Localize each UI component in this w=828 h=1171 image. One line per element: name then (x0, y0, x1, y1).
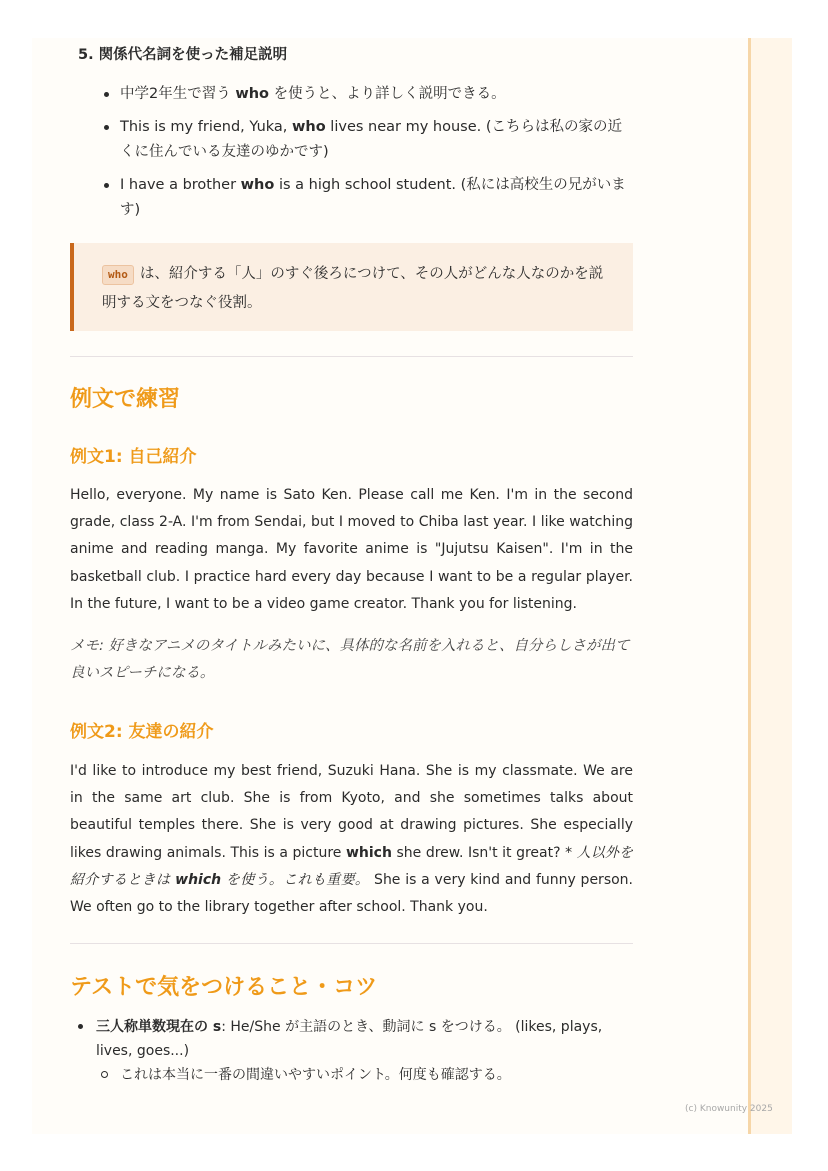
divider (70, 356, 633, 357)
bullet-item: 中学2年生で習う who を使うと、より詳しく説明できる。 (96, 82, 636, 107)
example1-body: Hello, everyone. My name is Sato Ken. Please call me Ken. I'm in the second grade, class 2-A. I'm from Sendai, but I moved to Chiba last year. I like watching anime and reading manga. My favorite anime is "Jujutsu Kaisen". I'm in the basketball club. I practice hard every day because I want to be a regular player. In the future, I want to be a video game creator. Thank you for listening. (70, 487, 633, 612)
tips-list (78, 1015, 618, 1087)
section-5-title: 5. 関係代名詞を使った補足説明 (78, 47, 288, 63)
practice-heading: 例文で練習 (70, 387, 181, 412)
example2-body: I'd like to introduce my best friend, Suzuki Hana. She is my classmate. We are in the same art club. She is from Kyoto, and she sometimes talks about beautiful temples there. She is very good at drawing pictures. She especially likes drawing animals. This is a picture which she drew. Isn't it great? * 人以外を紹介するときは which を使う。これも重要。 She is a very kind and funny person. We often go to the library together after school. Thank you. (70, 763, 633, 916)
code-who: who (102, 265, 134, 285)
tip-subitem: これは本当に一番の間違いやすいポイント。何度も確認する。 (96, 1063, 618, 1087)
bullet-item: This is my friend, Yuka, who lives near my house. (こちらは私の家の近くに住んでいる友達のゆかです) (96, 115, 636, 165)
divider (70, 943, 633, 944)
tip-item: 三人称単数現在の s: He/She が主語のとき、動詞に s をつける。 (likes, plays, lives, goes...) これは本当に一番の間違いやすいポイント。何度も確認する。 (78, 1015, 618, 1087)
bullet-item: I have a brother who is a high school student. (私には高校生の兄がいます) (96, 173, 636, 223)
callout-text: who は、紹介する「人」のすぐ後ろにつけて、その人がどんな人なのかを説明する文をつなぐ役割。 (102, 266, 604, 311)
example1-heading: 例文1: 自己紹介 (70, 447, 197, 467)
who-callout (70, 243, 633, 331)
right-margin-rail (748, 38, 792, 1134)
tip-sublist (96, 1063, 618, 1087)
copyright-footer: (c) Knowunity 2025 (685, 1104, 773, 1114)
section-5-bullets (96, 82, 636, 223)
right-margin-line (748, 38, 751, 1134)
example1-memo: メモ: 好きなアニメのタイトルみたいに、具体的な名前を入れると、自分らしさが出て良いスピーチになる。 (70, 638, 630, 681)
example2-heading: 例文2: 友達の紹介 (70, 722, 214, 742)
tips-heading: テストで気をつけること・コツ (70, 975, 378, 1000)
